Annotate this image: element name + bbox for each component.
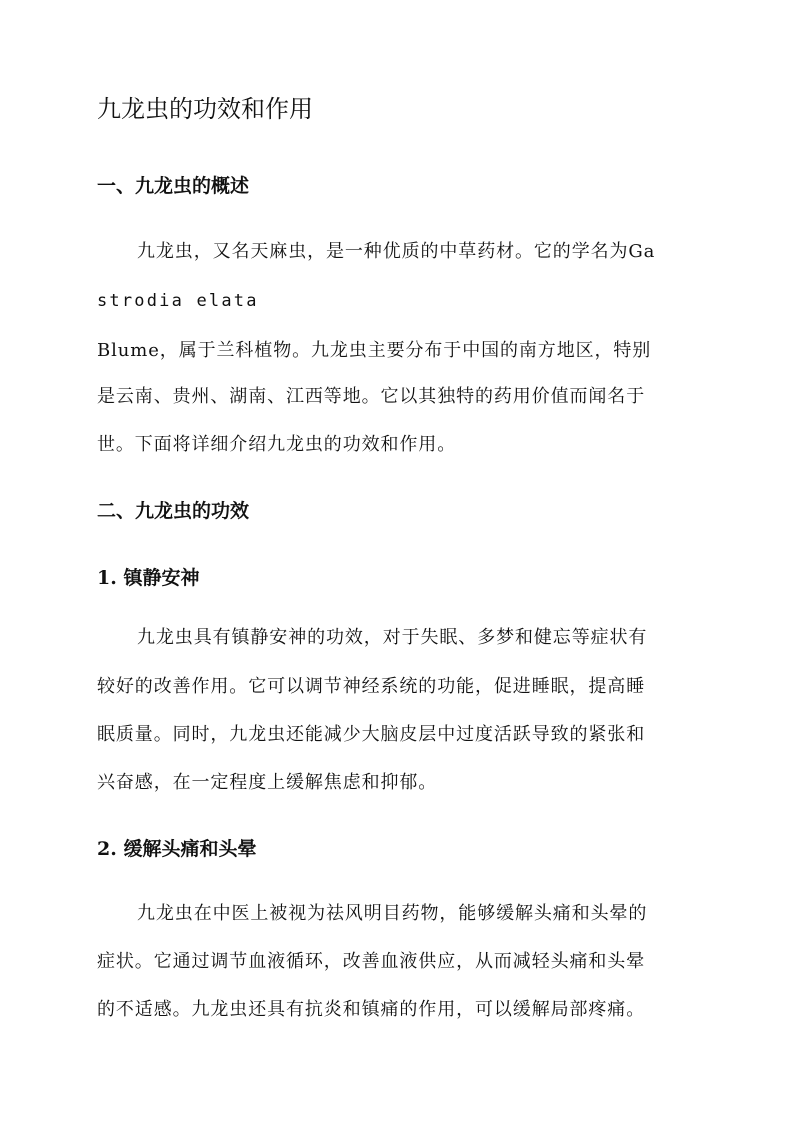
paragraph-line: strodia elata: [97, 291, 259, 311]
paragraph-line: 是云南、贵州、湖南、江西等地。它以其独特的药用价值而闻名于: [97, 386, 646, 407]
section-heading-effects: 二、九龙虫的功效: [97, 500, 250, 522]
subsection-heading-headache: 2. 缓解头痛和头晕: [97, 838, 257, 860]
section-heading-overview: 一、九龙虫的概述: [97, 175, 250, 197]
paragraph-line: 较好的改善作用。它可以调节神经系统的功能，促进睡眠，提高睡: [97, 676, 646, 697]
subsection-heading-sedation: 1. 镇静安神: [97, 567, 200, 589]
paragraph-line: Blume，属于兰科植物。九龙虫主要分布于中国的南方地区，特别: [97, 340, 652, 361]
paragraph-line: 症状。它通过调节血液循环，改善血液供应，从而减轻头痛和头晕: [97, 951, 646, 972]
paragraph-line: 眠质量。同时，九龙虫还能减少大脑皮层中过度活跃导致的紧张和: [97, 724, 646, 745]
paragraph-line: 世。下面将详细介绍九龙虫的功效和作用。: [97, 434, 457, 455]
paragraph-line: 兴奋感，在一定程度上缓解焦虑和抑郁。: [97, 772, 438, 793]
document-title: 九龙虫的功效和作用: [97, 95, 313, 123]
paragraph-line: 的不适感。九龙虫还具有抗炎和镇痛的作用，可以缓解局部疼痛。: [97, 999, 646, 1020]
paragraph-line: 九龙虫在中医上被视为祛风明目药物，能够缓解头痛和头晕的: [137, 903, 648, 924]
paragraph-line: 九龙虫，又名天麻虫，是一种优质的中草药材。它的学名为Ga: [137, 241, 656, 262]
paragraph-line: 九龙虫具有镇静安神的功效，对于失眠、多梦和健忘等症状有: [137, 627, 648, 648]
